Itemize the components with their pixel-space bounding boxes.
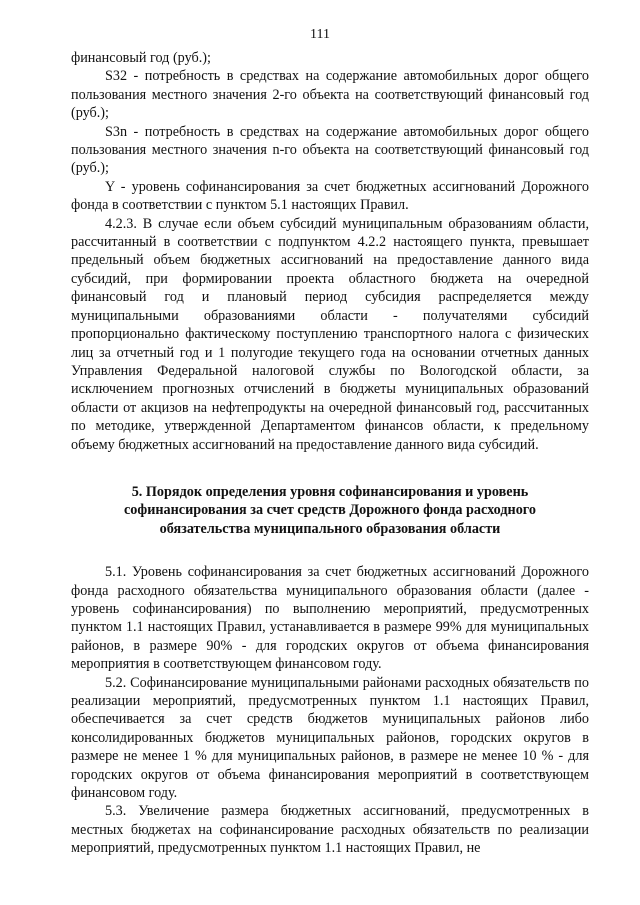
section-heading-line: обязательства муниципального образования области <box>159 520 501 537</box>
paragraph: 4.2.3. В случае если объем субсидий муниципальным образованиям области, рассчитанный в соответствии с подпунктом 4.2.2 настоящего пункта, превышает предельный объем бюджетных ассигнований на предоставление данного вида субсидий, при формировании проекта областного бюджета на очередной финансовый год и плановый период субсидия распределяется между муниципальными образованиями области - получателями субсидий пропорционально фактическому поступлению транспортного налога с физических лиц за отчетный год и 1 полугодие текущего года на основании отчетных данных Управления Федеральной налоговой службы по Вологодской области, за исключением прогнозных отчислений в бюджеты муниципальных образований области от акцизов на нефтепродукты на очередной финансовый год, рассчитанных по методике, утвержденной Департаментом финансов области, к предельному объему бюджетных ассигнований на предоставление данного вида субсидий. <box>71 215 589 453</box>
page-number: 111 <box>310 27 330 42</box>
paragraph: 5.1. Уровень софинансирования за счет бюджетных ассигнований Дорожного фонда расходного обязательства муниципального образования области (далее - уровень софинансирования) по выполнению мероприятий, предусмотренных пунктом 1.1 настоящих Правил, устанавливается в размере 99% для муниципальных районов, в размере 90% - для городских округов от объема финансирования мероприятия в соответствующем финансовом году. <box>71 564 589 673</box>
document-body <box>71 49 589 858</box>
paragraph: S32 - потребность в средствах на содержание автомобильных дорог общего пользования местного значения 2-го объекта на соответствующий финансовый год (руб.); <box>71 68 589 122</box>
section-heading <box>81 483 579 538</box>
paragraph: 5.3. Увеличение размера бюджетных ассигнований, предусмотренных в местных бюджетах на софинансирование расходных обязательств по реализации мероприятий, предусмотренных пунктом 1.1 настоящих Правил, не <box>71 803 589 857</box>
section-heading-line: 5. Порядок определения уровня софинансирования и уровень <box>131 483 529 500</box>
paragraph: 5.2. Софинансирование муниципальными районами расходных обязательств по реализации мероприятий, предусмотренных пунктом 1.1 настоящих Правил, обеспечивается за счет средств бюджетов муниципальных районов либо консолидированных бюджетов муниципальных районов, городских округов в размере не менее 1 % для муниципальных районов, в размере не менее 10 % - для городских округов от объема финансирования мероприятий в соответствующем финансовом году. <box>71 674 589 802</box>
section-heading-line: софинансирования за счет средств Дорожного фонда расходного <box>123 502 536 519</box>
paragraph: Y - уровень софинансирования за счет бюджетных ассигнований Дорожного фонда в соответствии с пунктом 5.1 настоящих Правил. <box>71 178 589 214</box>
paragraph: S3n - потребность в средствах на содержание автомобильных дорог общего пользования местного значения n-го объекта на соответствующий финансовый год (руб.); <box>71 123 589 177</box>
paragraph: финансовый год (руб.); <box>71 50 211 66</box>
